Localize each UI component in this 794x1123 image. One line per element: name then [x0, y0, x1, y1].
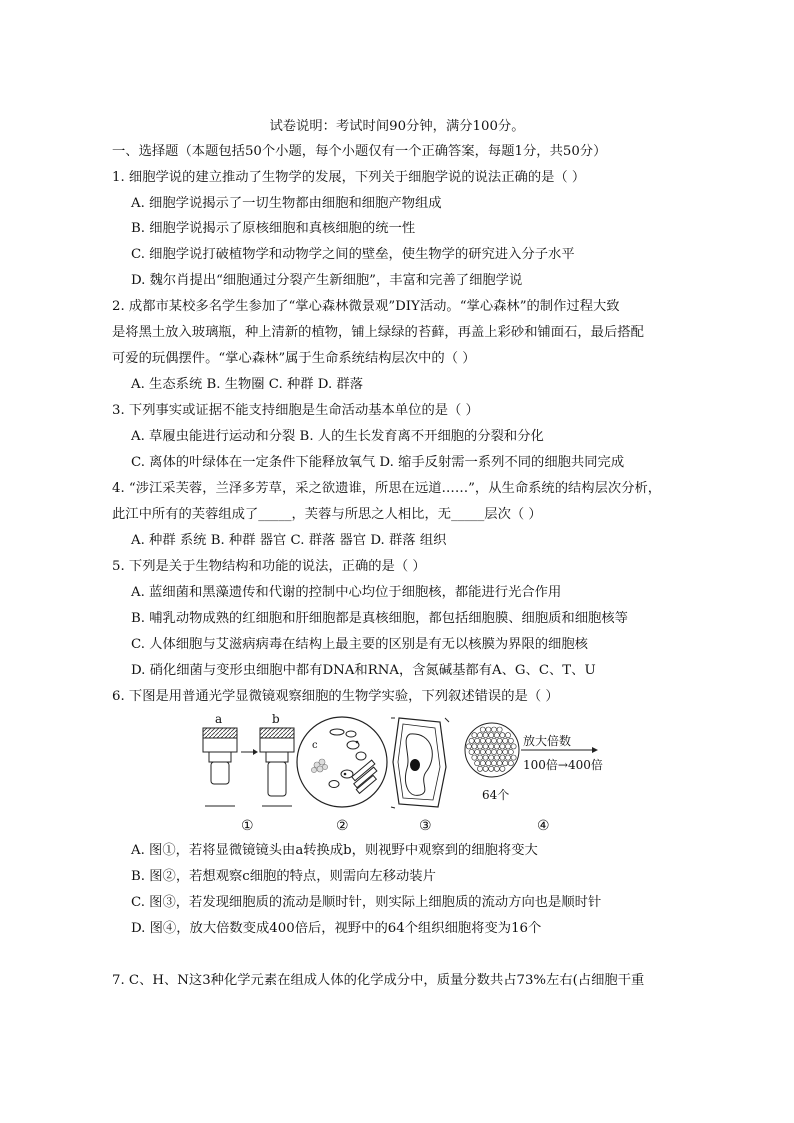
q4-line-1: 4. “涉江采芙蓉，兰泽多芳草，采之欲遗谁，所思在远道……”，从生命系统的结构层次分析， — [112, 481, 662, 496]
tissue-cell — [483, 733, 488, 738]
tissue-cell — [508, 761, 513, 766]
tissue-cell — [491, 727, 496, 732]
tissue-cell — [511, 744, 516, 749]
tissue-cell — [489, 733, 494, 738]
q2-line-3: 可爱的玩偶摆件。“掌心森林”属于生命系统结构层次中的（ ） — [112, 351, 476, 366]
tissue-cell — [489, 755, 494, 760]
section-heading: 一、选择题（本题包括50个小题，每个小题仅有一个正确答案，每题1分，共50分） — [112, 144, 607, 159]
tissue-cell — [500, 766, 505, 771]
figure-number-4: ④ — [537, 818, 550, 834]
tissue-cell — [500, 733, 505, 738]
tissue-cell — [505, 744, 510, 749]
q5-option-d: D. 硝化细菌与变形虫细胞中都有DNA和RNA，含氮碱基都有A、G、C、T、U — [131, 663, 596, 678]
tissue-cell — [475, 738, 480, 743]
tissue-cell — [477, 766, 482, 771]
tissue-cell — [508, 749, 513, 754]
tissue-cell — [480, 749, 485, 754]
tissue-cell — [497, 727, 502, 732]
q5-option-b: B. 哺乳动物成熟的红细胞和肝细胞都是真核细胞，都包括细胞膜、细胞质和细胞核等 — [131, 611, 628, 626]
objective-lens-a-icon — [203, 728, 237, 806]
q3-stem: 3. 下列事实或证据不能支持细胞是生命活动基本单位的是（ ） — [112, 403, 479, 418]
tissue-cell — [486, 738, 491, 743]
cell-count: 64个 — [482, 788, 510, 802]
tissue-cell — [505, 755, 510, 760]
q5-stem: 5. 下列是关于生物结构和功能的说法，正确的是（ ） — [112, 559, 426, 574]
q6-option-a: A. 图①，若将显微镜镜头由a转换成b，则视野中观察到的细胞将变大 — [131, 843, 538, 858]
figure-number-2: ② — [336, 818, 349, 834]
tissue-cell — [503, 738, 508, 743]
tissue-cell — [486, 749, 491, 754]
q3-options-ab: A. 草履虫能进行运动和分裂 B. 人的生长发育离不开细胞的分裂和分化 — [131, 429, 544, 444]
q2-line-2: 是将黑土放入玻璃瓶，种上清新的植物，铺上绿绿的苔藓，再盖上彩砂和铺面石，最后搭配 — [112, 325, 644, 340]
q6-option-b: B. 图②，若想观察c细胞的特点，则需向左移动装片 — [131, 869, 436, 884]
tissue-cell — [477, 744, 482, 749]
tissue-cell — [491, 761, 496, 766]
tissue-cell — [503, 761, 508, 766]
tissue-cell — [483, 744, 488, 749]
q4-line-2: 此江中所有的芙蓉组成了_____，芙蓉与所思之人相比，无_____层次（ ） — [112, 507, 542, 522]
arrow-icon — [241, 749, 258, 755]
q1-option-d: D. 魏尔肖提出“细胞通过分裂产生新细胞”，丰富和完善了细胞学说 — [131, 273, 523, 288]
q1-option-c: C. 细胞学说打破植物学和动物学之间的壁垒，使生物学的研究进入分子水平 — [131, 247, 575, 262]
q1-option-a: A. 细胞学说揭示了一切生物都由细胞和细胞产物组成 — [131, 196, 442, 211]
tissue-cell — [477, 755, 482, 760]
tissue-cell — [497, 749, 502, 754]
field-of-view-cells-icon — [297, 717, 387, 807]
q6-option-c: C. 图③，若发现细胞质的流动是顺时针，则实际上细胞质的流动方向也是顺时针 — [131, 895, 602, 910]
tissue-cell — [483, 766, 488, 771]
figure-number-3: ③ — [419, 818, 432, 834]
objective-lens-b-icon — [260, 728, 294, 806]
q6-option-d: D. 图④，放大倍数变成400倍后，视野中的64个组织细胞将变为16个 — [131, 921, 542, 936]
tissue-cell — [472, 733, 477, 738]
magnification-range: 100倍→400倍 — [523, 758, 603, 772]
q5-option-c: C. 人体细胞与艾滋病病毒在结构上最主要的区别是有无以核膜为界限的细胞核 — [131, 637, 588, 652]
tissue-cell — [475, 749, 480, 754]
dense-cells-icon — [465, 723, 519, 777]
tissue-cell — [486, 727, 491, 732]
figure-number-1: ① — [241, 818, 254, 834]
tissue-cell — [500, 744, 505, 749]
tissue-cell — [494, 766, 499, 771]
tissue-cell — [494, 755, 499, 760]
plant-cell-icon — [391, 718, 449, 808]
microscope-figure-svg — [195, 712, 615, 837]
tissue-cell — [508, 738, 513, 743]
tissue-cell — [483, 755, 488, 760]
tissue-cell — [486, 761, 491, 766]
tissue-cell — [497, 738, 502, 743]
tissue-cell — [466, 744, 471, 749]
q2-options: A. 生态系统 B. 生物圈 C. 种群 D. 群落 — [131, 377, 364, 392]
tissue-cell — [503, 749, 508, 754]
q1-option-b: B. 细胞学说揭示了原核细胞和真核细胞的统一性 — [131, 221, 416, 236]
q1-stem: 1. 细胞学说的建立推动了生物学的发展，下列关于细胞学说的说法正确的是（ ） — [112, 170, 586, 185]
label-b: b — [272, 712, 280, 726]
tissue-cell — [480, 761, 485, 766]
tissue-cell — [480, 727, 485, 732]
tissue-cell — [505, 733, 510, 738]
label-a: a — [215, 712, 223, 726]
tissue-cell — [491, 738, 496, 743]
tissue-cell — [494, 733, 499, 738]
tissue-cell — [480, 738, 485, 743]
tissue-cell — [489, 744, 494, 749]
tissue-cell — [469, 738, 474, 743]
tissue-cell — [477, 733, 482, 738]
tissue-cell — [491, 749, 496, 754]
tissue-cell — [494, 744, 499, 749]
q4-options: A. 种群 系统 B. 种群 器官 C. 群落 器官 D. 群落 组织 — [131, 533, 447, 548]
magnification-title: 放大倍数 — [523, 734, 572, 748]
tissue-cell — [500, 755, 505, 760]
q6-stem: 6. 下图是用普通光学显微镜观察细胞的生物学实验，下列叙述错误的是（ ） — [112, 689, 559, 704]
q3-options-cd: C. 离体的叶绿体在一定条件下能释放氧气 D. 缩手反射需一系列不同的细胞共同完成 — [131, 455, 625, 470]
tissue-cell — [489, 766, 494, 771]
label-c: c — [312, 740, 318, 751]
tissue-cell — [497, 761, 502, 766]
tissue-cell — [472, 755, 477, 760]
exam-note: 试卷说明：考试时间90分钟，满分100分。 — [269, 119, 525, 134]
q2-line-1: 2. 成都市某校多名学生参加了“掌心森林微景观”DIY活动。“掌心森林”的制作过程大致 — [112, 299, 620, 314]
tissue-cell — [511, 755, 516, 760]
tissue-cell — [475, 761, 480, 766]
q7-line-1: 7. C、H、N这3种化学元素在组成人体的化学成分中，质量分数共占73%左右(占细胞干重 — [112, 973, 645, 988]
tissue-cell — [472, 744, 477, 749]
tissue-cell — [469, 749, 474, 754]
q5-option-a: A. 蓝细菌和黑藻遗传和代谢的控制中心均位于细胞核，都能进行光合作用 — [131, 585, 562, 600]
microscope-figure — [195, 712, 615, 837]
